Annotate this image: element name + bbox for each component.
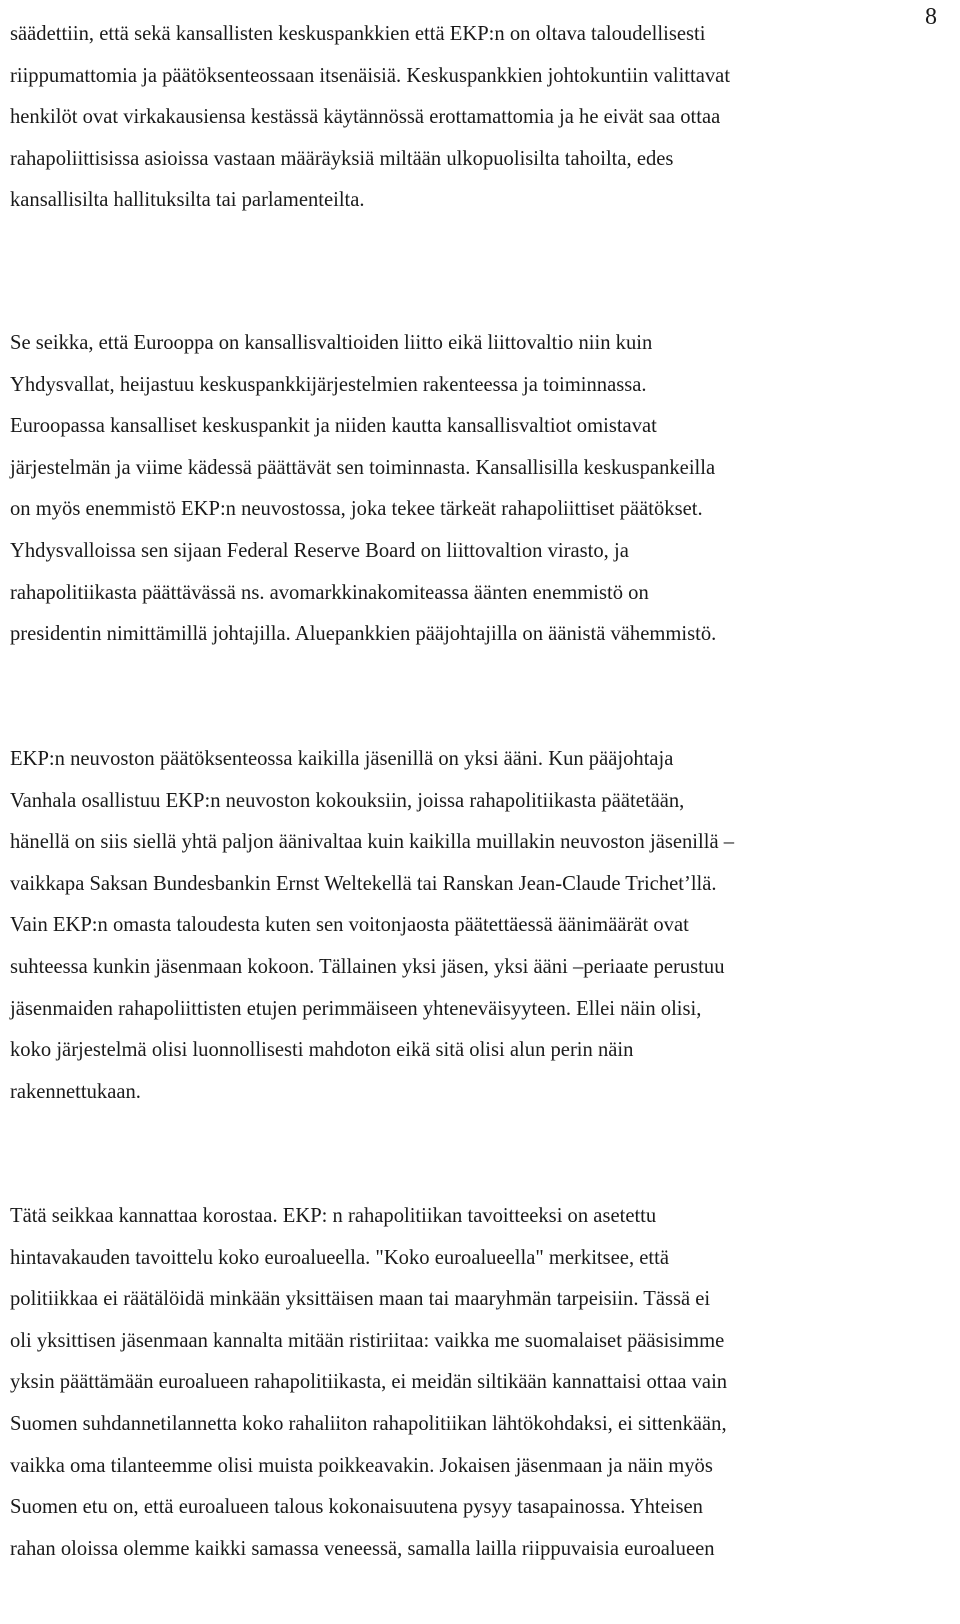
text-line: Suomen etu on, että euroalueen talous kokonaisuutena pysyy tasapainossa. Yhteisen (10, 1496, 703, 1519)
text-line: rahapolitiikasta päättävässä ns. avomarkkinakomiteassa äänten enemmistö on (10, 581, 649, 604)
text-line: Se seikka, että Eurooppa on kansallisvaltioiden liitto eikä liittovaltio niin kuin (10, 332, 653, 354)
text-line: Tätä seikkaa kannattaa korostaa. EKP: n rahapolitiikan tavoitteeksi on asetettu (10, 1205, 657, 1227)
text-line: Euroopassa kansalliset keskuspankit ja niiden kautta kansallisvaltiot omistavat (10, 415, 657, 438)
page-number: 8 (925, 4, 937, 30)
text-line: yksin päättämään euroalueen rahapolitiikasta, ei meidän siltikään kannattaisi ottaa vain (10, 1371, 728, 1394)
paragraph-2 (10, 323, 940, 656)
text-line: oli yksittisen jäsenmaan kannalta mitään ristiriitaa: vaikka me suomalaiset pääsisimme (10, 1329, 725, 1352)
text-line: rahan oloissa olemme kaikki samassa veneessä, samalla lailla riippuvaisia euroalueen (10, 1537, 715, 1560)
text-line: Suomen suhdannetilannetta koko rahaliiton rahapolitiikan lähtökohdaksi, ei sittenkään, (10, 1412, 727, 1435)
text-line: henkilöt ovat virkakausiensa kestässä käytännössä erottamattomia ja he eivät saa ottaa (10, 106, 721, 129)
text-line: järjestelmän ja viime kädessä päättävät sen toiminnasta. Kansallisilla keskuspankeilla (10, 456, 716, 479)
text-line: vaikka oma tilanteemme olisi muista poikkeavakin. Jokaisen jäsenmaan ja näin myös (10, 1454, 713, 1477)
text-line: Vain EKP:n omasta taloudesta kuten sen voitonjaosta päätettäessä äänimäärät ovat (10, 914, 689, 937)
text-line: vaikkapa Saksan Bundesbankin Ernst Weltekellä tai Ranskan Jean-Claude Trichet’llä. (10, 872, 717, 895)
text-line: Vanhala osallistuu EKP:n neuvoston kokouksiin, joissa rahapolitiikasta päätetään, (10, 789, 685, 812)
text-line: politiikkaa ei räätälöidä minkään yksittäisen maan tai maaryhmän tarpeisiin. Tässä ei (10, 1288, 711, 1311)
text-line: riippumattomia ja päätöksenteossaan itsenäisiä. Keskuspankkien johtokuntiin valittavat (10, 64, 731, 87)
text-line: on myös enemmistö EKP:n neuvostossa, joka tekee tärkeät rahapoliittiset päätökset. (10, 498, 703, 521)
text-line: rahapoliittisissa asioissa vastaan määräyksiä miltään ulkopuolisilta tahoilta, edes (10, 147, 674, 170)
text-line: rakennettukaan. (10, 1080, 141, 1103)
paragraph-4 (10, 1196, 940, 1570)
text-line: Yhdysvalloissa sen sijaan Federal Reserve Board on liittovaltion virasto, ja (10, 539, 629, 562)
text-line: hintavakauden tavoittelu koko euroalueella. "Koko euroalueella" merkitsee, että (10, 1246, 669, 1269)
text-line: koko järjestelmä olisi luonnollisesti mahdoton eikä sitä olisi alun perin näin (10, 1039, 634, 1062)
text-line: EKP:n neuvoston päätöksenteossa kaikilla jäsenillä on yksi ääni. Kun pääjohtaja (10, 748, 674, 770)
text-line: hänellä on siis siellä yhtä paljon äänivaltaa kuin kaikilla muillakin neuvoston jäsenillä – (10, 831, 735, 854)
text-line: säädettiin, että sekä kansallisten keskuspankkien että EKP:n on oltava taloudellisesti (10, 23, 706, 45)
paragraph-3 (10, 739, 940, 1113)
paragraph-1 (10, 14, 940, 222)
text-line: Yhdysvallat, heijastuu keskuspankkijärjestelmien rakenteessa ja toiminnassa. (10, 373, 647, 396)
text-line: suhteessa kunkin jäsenmaan kokoon. Tällainen yksi jäsen, yksi ääni –periaate perustuu (10, 955, 725, 978)
text-line: jäsenmaiden rahapoliittisten etujen perimmäiseen yhteneväisyyteen. Ellei näin olisi, (10, 997, 702, 1020)
text-line: presidentin nimittämillä johtajilla. Aluepankkien pääjohtajilla on äänistä vähemmistö. (10, 623, 717, 646)
text-line: kansallisilta hallituksilta tai parlamenteilta. (10, 189, 365, 212)
